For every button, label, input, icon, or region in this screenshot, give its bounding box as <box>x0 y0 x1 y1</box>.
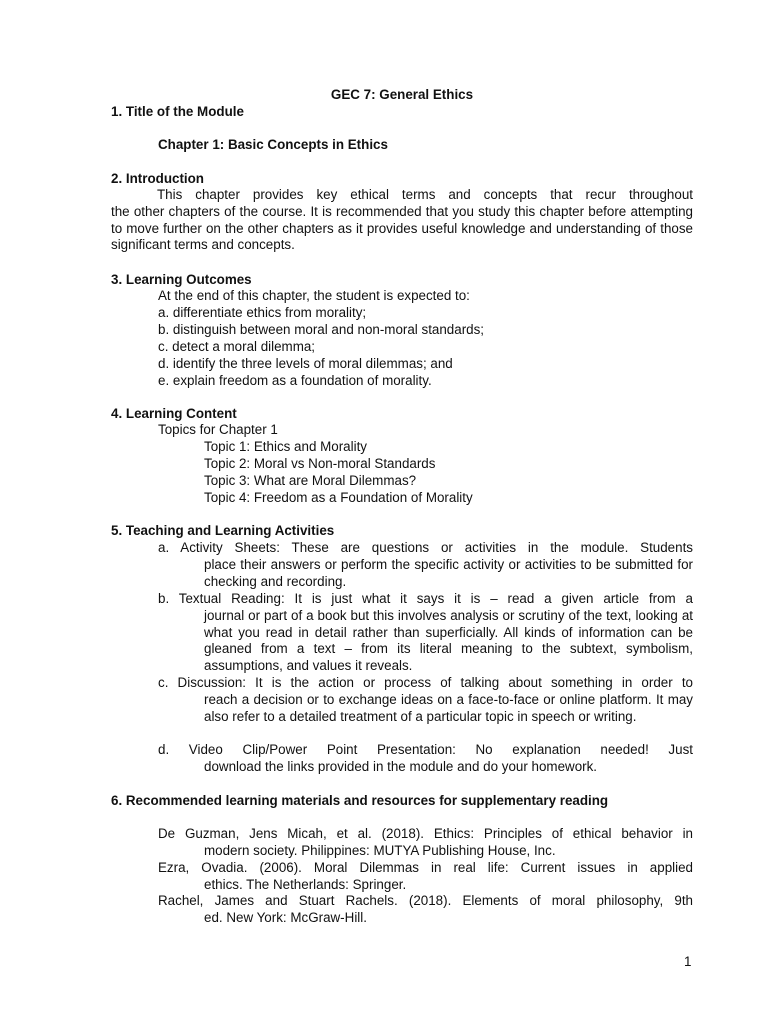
reference-item <box>158 826 693 860</box>
activity-item <box>158 540 693 590</box>
reference-first-line: Ezra, Ovadia. (2006). Moral Dilemmas in real life: Current issues in applied <box>158 860 693 875</box>
outcome-item: c. detect a moral dilemma; <box>158 339 316 354</box>
reference-item <box>158 893 693 927</box>
outcome-item: d. identify the three levels of moral dilemmas; and <box>158 356 453 371</box>
activity-first-line: d. Video Clip/Power Point Presentation: No explanation needed! Just <box>158 742 693 757</box>
activity-item <box>158 675 693 725</box>
topic-item: Topic 1: Ethics and Morality <box>204 439 367 454</box>
section-2-heading: 2. Introduction <box>111 171 204 186</box>
intro-first-line: This chapter provides key ethical terms and concepts that recur throughout <box>157 187 693 202</box>
activity-continuation: reach a decision or to exchange ideas on a face-to-face or online platform. It may also refer to a detailed treatment of a particular topic in speech or writing. <box>204 691 693 724</box>
activity-continuation: place their answers or perform the specific activity or activities to be submitted for checking and recording. <box>204 556 693 589</box>
topic-item: Topic 4: Freedom as a Foundation of Morality <box>204 490 473 505</box>
intro-body: the other chapters of the course. It is recommended that you study this chapter before attempting to move further on the other chapters as it provides useful knowledge and understanding of those significant terms and concepts. <box>111 203 693 253</box>
outcome-item: e. explain freedom as a foundation of morality. <box>158 373 432 388</box>
activity-item <box>158 742 693 776</box>
reference-continuation: ed. New York: McGraw-Hill. <box>204 909 367 925</box>
activity-first-line: b. Textual Reading: It is just what it says it is – read a given article from a <box>158 591 693 606</box>
outcome-item: a. differentiate ethics from morality; <box>158 305 367 320</box>
activity-first-line: a. Activity Sheets: These are questions or activities in the module. Students <box>158 540 693 555</box>
outcomes-intro: At the end of this chapter, the student is expected to: <box>158 288 470 303</box>
activity-item <box>158 591 693 675</box>
reference-item <box>158 860 693 894</box>
section-4-heading: 4. Learning Content <box>111 406 237 421</box>
topics-intro: Topics for Chapter 1 <box>158 422 278 437</box>
activity-first-line: c. Discussion: It is the action or process of talking about something in order to <box>158 675 693 690</box>
introduction-paragraph <box>111 187 693 254</box>
topic-item: Topic 2: Moral vs Non-moral Standards <box>204 456 436 471</box>
reference-continuation: modern society. Philippines: MUTYA Publishing House, Inc. <box>204 842 556 858</box>
chapter-title: Chapter 1: Basic Concepts in Ethics <box>158 137 388 152</box>
topic-item: Topic 3: What are Moral Dilemmas? <box>204 473 417 488</box>
section-3-heading: 3. Learning Outcomes <box>111 272 252 287</box>
activity-continuation: journal or part of a book but this involves analysis or scrutiny of the text, looking at what you read in detail rather than superficially. All kinds of information can be gleaned from a text – from its literal meaning to the subtext, symbolism, assumptions, and values it reveals. <box>204 607 693 674</box>
page-number: 1 <box>684 954 692 969</box>
reference-continuation: ethics. The Netherlands: Springer. <box>204 876 407 892</box>
reference-first-line: De Guzman, Jens Micah, et al. (2018). Ethics: Principles of ethical behavior in <box>158 826 693 841</box>
outcome-item: b. distinguish between moral and non-moral standards; <box>158 322 485 337</box>
section-6-heading: 6. Recommended learning materials and resources for supplementary reading <box>111 793 609 808</box>
section-1-heading: 1. Title of the Module <box>111 104 244 119</box>
reference-first-line: Rachel, James and Stuart Rachels. (2018). Elements of moral philosophy, 9th <box>158 893 693 908</box>
activity-continuation: download the links provided in the module and do your homework. <box>204 758 598 774</box>
section-5-heading: 5. Teaching and Learning Activities <box>111 523 335 538</box>
course-title: GEC 7: General Ethics <box>330 87 474 102</box>
